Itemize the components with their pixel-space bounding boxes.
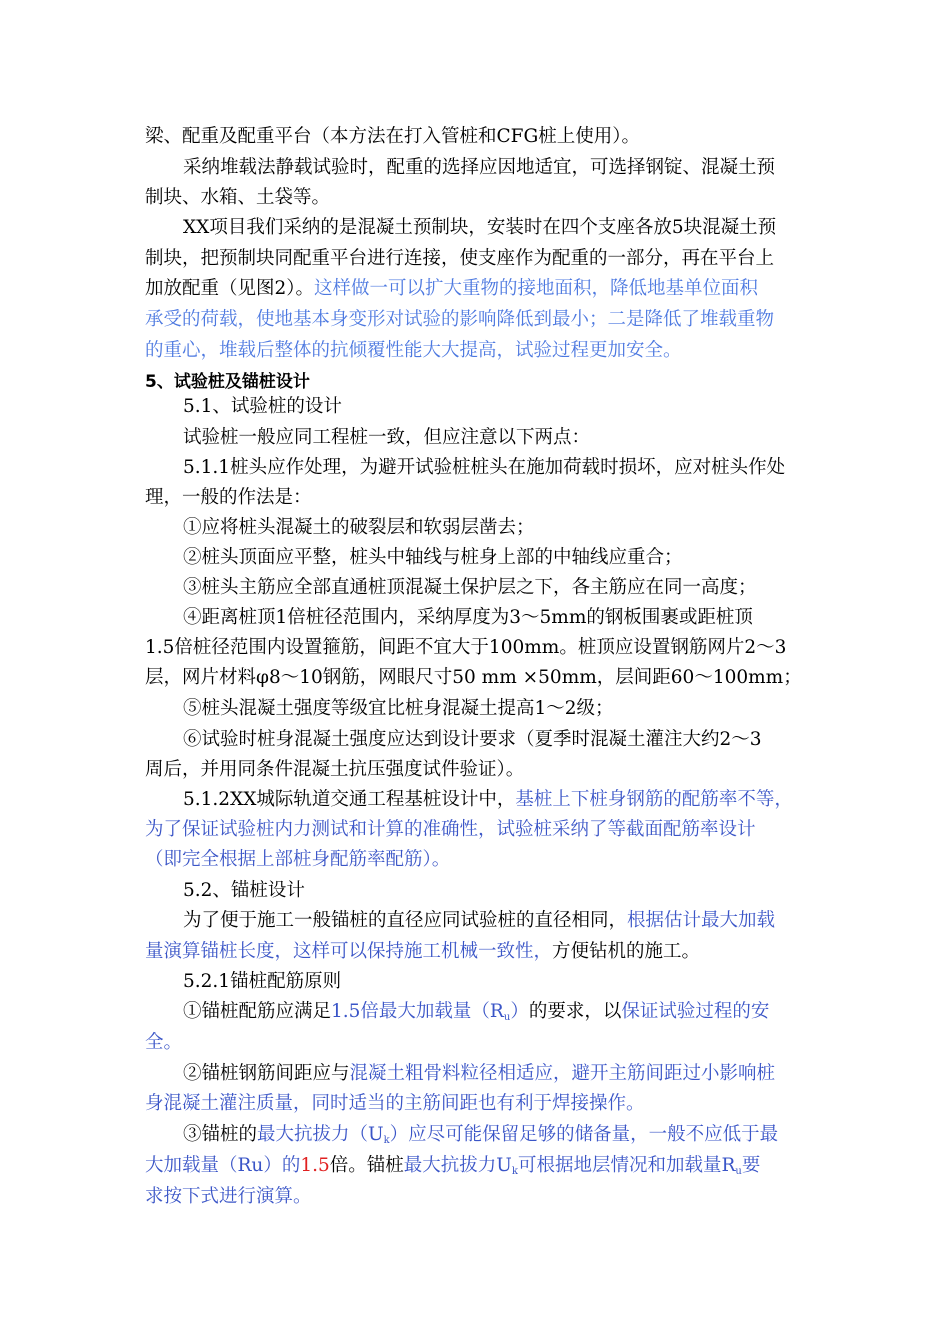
paragraph-line: 制块，把预制块同配重平台进行连接，使支座作为配重的一部分，再在平台上	[145, 248, 775, 269]
paragraph-line: 制块、水箱、土袋等。	[145, 187, 331, 208]
paragraph-line: 试验桩一般应同工程桩一致，但应注意以下两点：	[183, 427, 591, 448]
paragraph-line: 身混凝土灌注质量，同时适当的主筋间距也有利于焊接操作。	[145, 1093, 645, 1114]
list-item: ②锚桩钢筋间距应与混凝土粗骨料粒径相适应，避开主筋间距过小影响桩	[183, 1063, 776, 1084]
paragraph-line: 加放配重（见图2）。这样做一可以扩大重物的接地面积，降低地基单位面积	[145, 278, 759, 299]
section-heading: 5、试验桩及锚桩设计	[145, 372, 310, 392]
paragraph-line: 承受的荷载，使地基本身变形对试验的影响降低到最小；二是降低了堆载重物	[145, 309, 775, 330]
list-item: ③锚桩的最大抗拔力$(U_k)$应尽可能保留足够的储备量，一般不应低于最	[183, 1124, 779, 1146]
paragraph-line: 层，网片材料φ8～10钢筋，网眼尺寸50 mm ×50mm，层间距60～100mm；	[145, 667, 802, 688]
paragraph-line: 为了保证试验桩内力测试和计算的准确性，试验桩采纳了等截面配筋率设计	[145, 819, 756, 840]
list-item: ⑥试验时桩身混凝土强度应达到设计要求（夏季时混凝土灌注大约2～3	[183, 729, 762, 750]
paragraph-line: 5.1.2XX城际轨道交通工程基桩设计中，基桩上下桩身钢筋的配筋率不等，	[183, 789, 793, 810]
paragraph-line: 理，一般的作法是：	[145, 487, 312, 508]
paragraph-line: 求按下式进行演算。	[145, 1186, 312, 1207]
paragraph-line: 为了便于施工一般锚桩的直径应同试验桩的直径相同，根据估计最大加载	[183, 910, 776, 931]
paragraph-line: 量演算锚桩长度，这样可以保持施工机械一致性，方便钻机的施工。	[145, 941, 701, 962]
list-item: ②桩头顶面应平整，桩头中轴线与桩身上部的中轴线应重合；	[183, 547, 683, 568]
subsection-heading: 5.2.1锚桩配筋原则	[183, 971, 342, 992]
paragraph-line: 采纳堆载法静载试验时，配重的选择应因地适宜，可选择钢锭、混凝土预	[183, 157, 776, 178]
paragraph-line: 周后，并用同条件混凝土抗压强度试件验证）。	[145, 759, 525, 780]
paragraph-line: XX项目我们采纳的是混凝土预制块，安装时在四个支座各放5块混凝土预	[183, 217, 777, 238]
list-item: ④距离桩顶1倍桩径范围内，采纳厚度为3～5mm的钢板围裹或距桩顶	[183, 607, 753, 628]
list-item: ①锚桩配筋应满足1.5倍最大加载量$(R_u)$的要求，以保证试验过程的安	[183, 1001, 770, 1023]
paragraph-line: 的重心，堆载后整体的抗倾覆性能大大提高，试验过程更加安全。	[145, 340, 682, 361]
paragraph-line: 5.1.1桩头应作处理，为避开试验桩桩头在施加荷载时损坏，应对桩头作处	[183, 457, 786, 478]
list-item: ③桩头主筋应全部直通桩顶混凝土保护层之下，各主筋应在同一高度；	[183, 577, 757, 598]
subsection-heading: 5.2、锚桩设计	[183, 880, 305, 901]
subsection-heading: 5.1、试验桩的设计	[183, 396, 342, 417]
list-item: ⑤桩头混凝土强度等级宜比桩身混凝土提高1～2级；	[183, 698, 614, 719]
paragraph-line: 全。	[145, 1032, 183, 1053]
list-item: ①应将桩头混凝土的破裂层和软弱层凿去；	[183, 517, 535, 538]
paragraph-line: 大加载量（Ru）的1.5倍。锚桩最大抗拔力$U_k$可根据地层情况和加载量$R_u$要	[145, 1155, 761, 1177]
paragraph-line: 1.5倍桩径范围内设置箍筋，间距不宜大于100mm。桩顶应设置钢筋网片2～3	[145, 637, 787, 658]
paragraph-line: 梁、配重及配重平台（本方法在打入管桩和CFG桩上使用）。	[145, 126, 641, 147]
paragraph-line: （即完全根据上部桩身配筋率配筋）。	[145, 849, 451, 870]
